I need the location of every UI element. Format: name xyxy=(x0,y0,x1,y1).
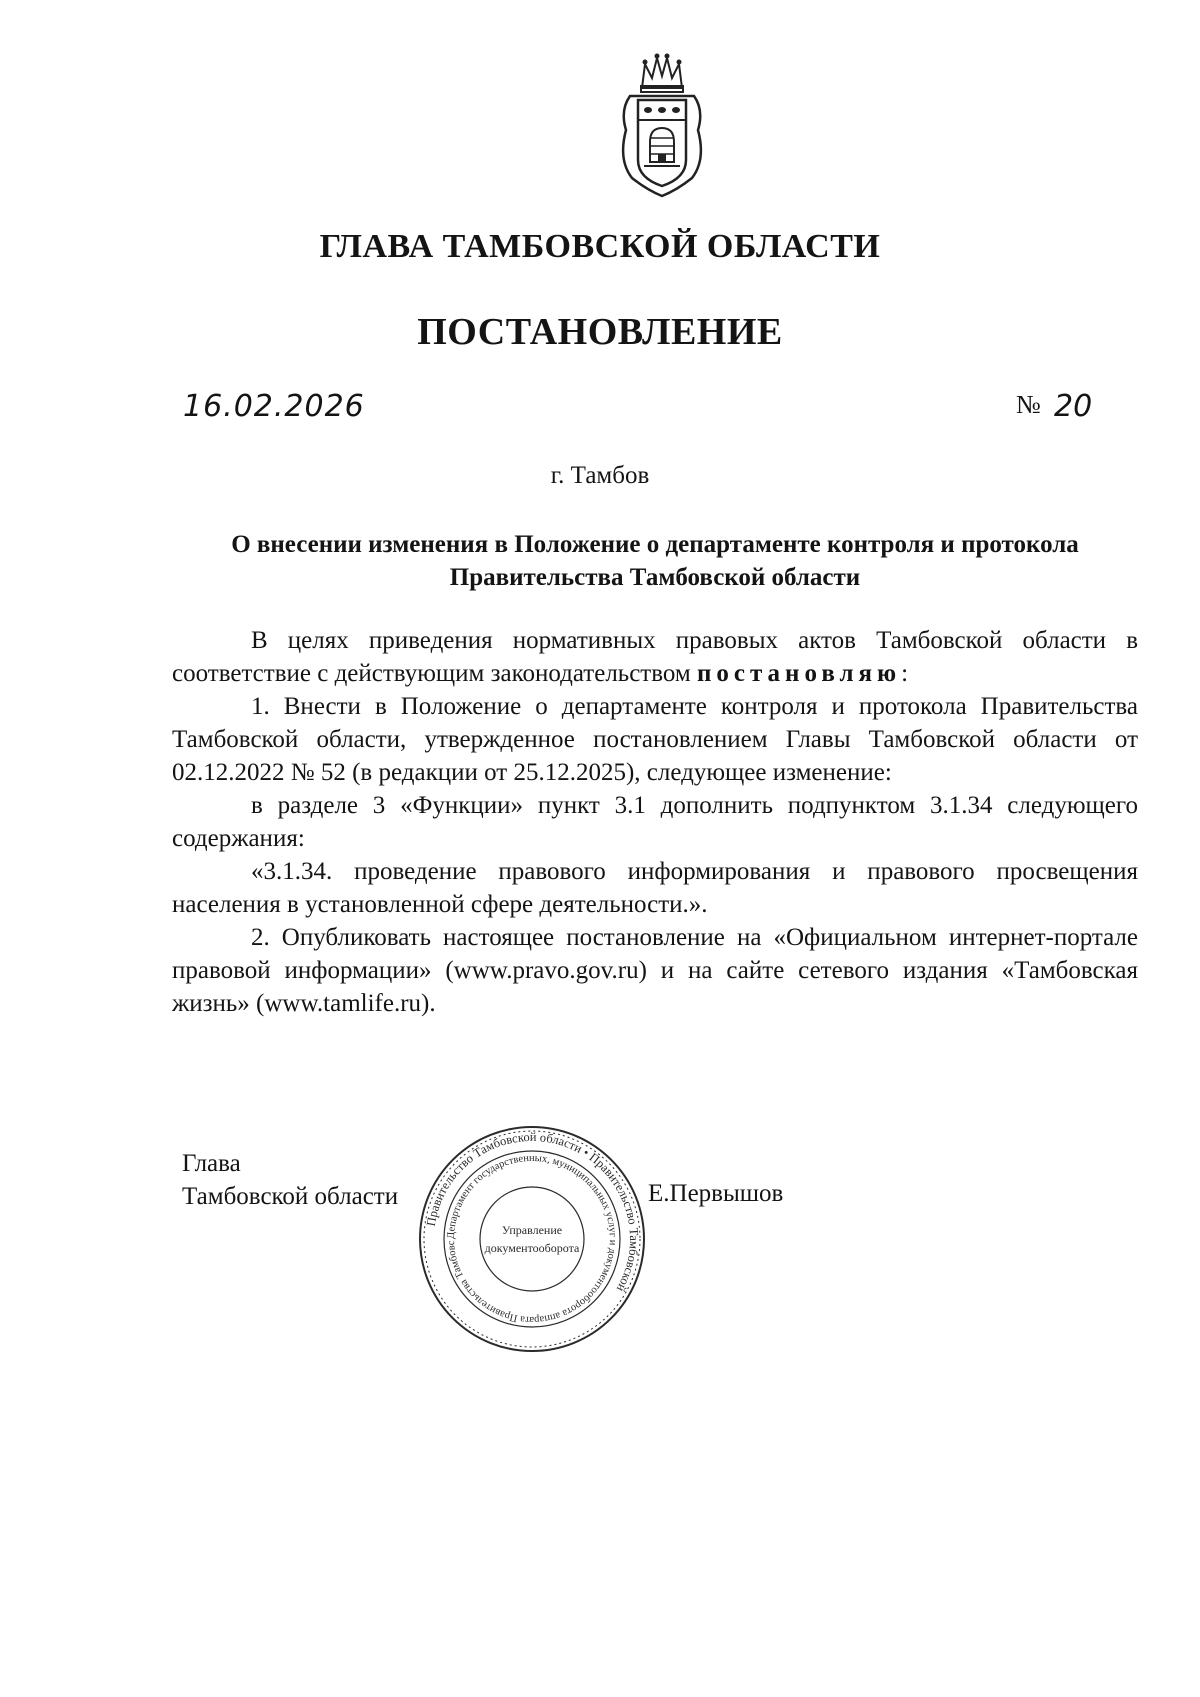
signatory-name: Е.Первышов xyxy=(648,1180,784,1207)
title-line-2: Правительства Тамбовской области xyxy=(449,564,861,591)
preamble-text: В целях приведения нормативных правовых актов Тамбовской области в соответствие с действующим законодательством xyxy=(172,627,1138,687)
signatory-position-line-1: Глава xyxy=(182,1150,241,1177)
clause-2-paragraph: 2. Опубликовать настоящее постановление на «Официальном интернет-портале правовой информации» (www.pravo.gov.ru) и на сайте сетевого издания «Тамбовская жизнь» (www.tamlife.ru). xyxy=(172,924,1138,1017)
document-number: 20 xyxy=(1054,389,1093,424)
document-number-label: № xyxy=(1016,390,1041,419)
city-line: г. Тамбов xyxy=(550,462,650,489)
document-type-heading: ПОСТАНОВЛЕНИЕ xyxy=(417,311,783,353)
preamble-colon: : xyxy=(901,660,909,687)
decree-keyword: постановляю xyxy=(696,660,902,687)
document-title xyxy=(172,528,1138,594)
title-line-1: О внесении изменения в Положение о департаменте контроля и протокола xyxy=(231,531,1079,558)
amendment-paragraph: в разделе 3 «Функции» пункт 3.1 дополнить подпунктом 3.1.34 следующего содержания: xyxy=(172,792,1138,852)
official-round-stamp xyxy=(417,1124,647,1354)
stamp-center-line-1: Управление xyxy=(501,1223,563,1237)
issuing-authority-heading: ГЛАВА ТАМБОВСКОЙ ОБЛАСТИ xyxy=(319,228,881,265)
clause-1-paragraph: 1. Внести в Положение о департаменте контроля и протокола Правительства Тамбовской области, утвержденное постановлением Главы Тамбовской области от 02.12.2022 № 52 (в редакции от 25.12.2025), следующее изменение: xyxy=(172,693,1138,786)
document-body xyxy=(172,624,1138,1020)
coat-of-arms-emblem xyxy=(612,50,712,200)
subclause-text-paragraph: «3.1.34. проведение правового информирования и правового просвещения населения в установленной сфере деятельности.». xyxy=(172,858,1138,918)
stamp-inner-ring-text: Департамент государственных, муниципальных услуг и документооборота аппарата Правительства Тамбовс xyxy=(445,1152,619,1326)
signatory-position-line-2: Тамбовской области xyxy=(182,1183,399,1210)
stamp-center-line-2: документооборота xyxy=(484,1241,580,1255)
document-date: 16.02.2026 xyxy=(183,389,365,424)
signatory-position xyxy=(182,1147,398,1213)
preamble-paragraph xyxy=(172,624,1138,690)
stamp-outer-ring-text: Правительство Тамбовской области • Правительство Тамбовской xyxy=(423,1129,642,1295)
